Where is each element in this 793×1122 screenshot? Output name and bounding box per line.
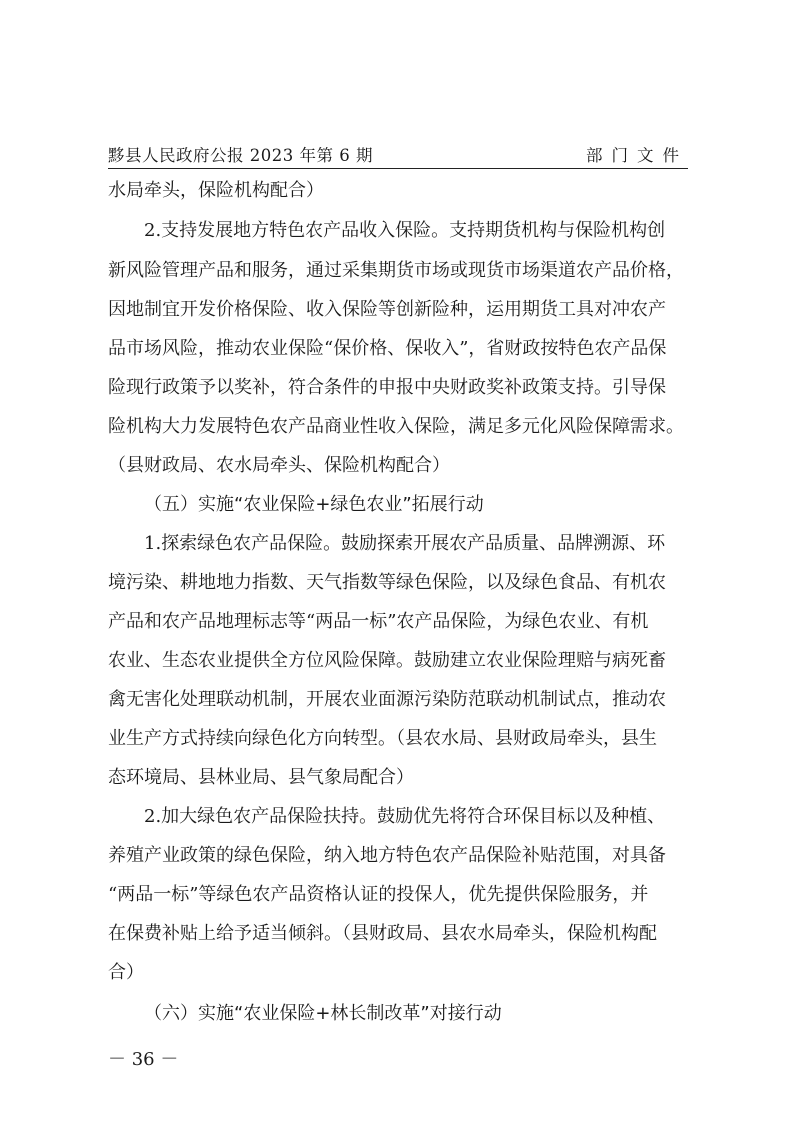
body-line: 境污染、耕地地力指数、天气指数等绿色保险，以及绿色食品、有机农 xyxy=(108,572,666,593)
paragraph-first-line: 1.探索绿色农产品保险。鼓励探索开展农产品质量、品牌溯源、环 xyxy=(144,533,666,554)
body-line: 新风险管理产品和服务，通过采集期货市场或现货市场渠道农产品价格， xyxy=(108,260,684,281)
body-line: 业生产方式持续向绿色化方向转型。（县农水局、县财政局牵头，县生 xyxy=(108,728,657,749)
body-line: 禽无害化处理联动机制，开展农业面源污染防范联动机制试点，推动农 xyxy=(108,689,666,710)
section-heading: （六）实施“农业保险+林长制改革”对接行动 xyxy=(144,1003,502,1024)
body-line: 农业、生态农业提供全方位风险保障。鼓励建立农业保险理赔与病死畜 xyxy=(108,650,666,671)
body-line: 险机构大力发展特色农产品商业性收入保险，满足多元化风险保障需求。 xyxy=(108,416,684,437)
paragraph-first-line: 2.支持发展地方特色农产品收入保险。支持期货机构与保险机构创 xyxy=(144,220,666,241)
bulletin-title: 黟县人民政府公报 2023 年第 6 期 xyxy=(108,146,373,165)
body-line: 产品和农产品地理标志等“两品一标”农产品保险，为绿色农业、有机 xyxy=(108,611,649,632)
section-label: 部门文件 xyxy=(586,146,688,165)
body-line: 因地制宜开发价格保险、收入保险等创新险种，运用期货工具对冲农产 xyxy=(108,299,666,320)
body-line: 水局牵头，保险机构配合） xyxy=(108,180,324,201)
body-line: 态环境局、县林业局、县气象局配合） xyxy=(108,767,414,788)
paragraph-first-line: 2.加大绿色农产品保险扶持。鼓励优先将符合环保目标以及种植、 xyxy=(144,806,666,827)
body-line: “两品一标”等绿色农产品资格认证的投保人，优先提供保险服务，并 xyxy=(108,884,649,905)
page-header xyxy=(108,142,688,169)
body-line: 养殖产业政策的绿色保险，纳入地方特色农产品保险补贴范围，对具备 xyxy=(108,845,666,866)
body-line: （县财政局、农水局牵头、保险机构配合） xyxy=(108,455,450,476)
page-number: － 36 － xyxy=(108,1049,179,1070)
body-line: 品市场风险，推动农业保险“保价格、保收入”，省财政按特色农产品保 xyxy=(108,338,667,359)
body-line: 合） xyxy=(108,962,144,983)
section-heading: （五）实施“农业保险+绿色农业”拓展行动 xyxy=(144,494,484,515)
body-line: 险现行政策予以奖补，符合条件的申报中央财政奖补政策支持。引导保 xyxy=(108,377,666,398)
body-line: 在保费补贴上给予适当倾斜。（县财政局、县农水局牵头，保险机构配 xyxy=(108,923,657,944)
